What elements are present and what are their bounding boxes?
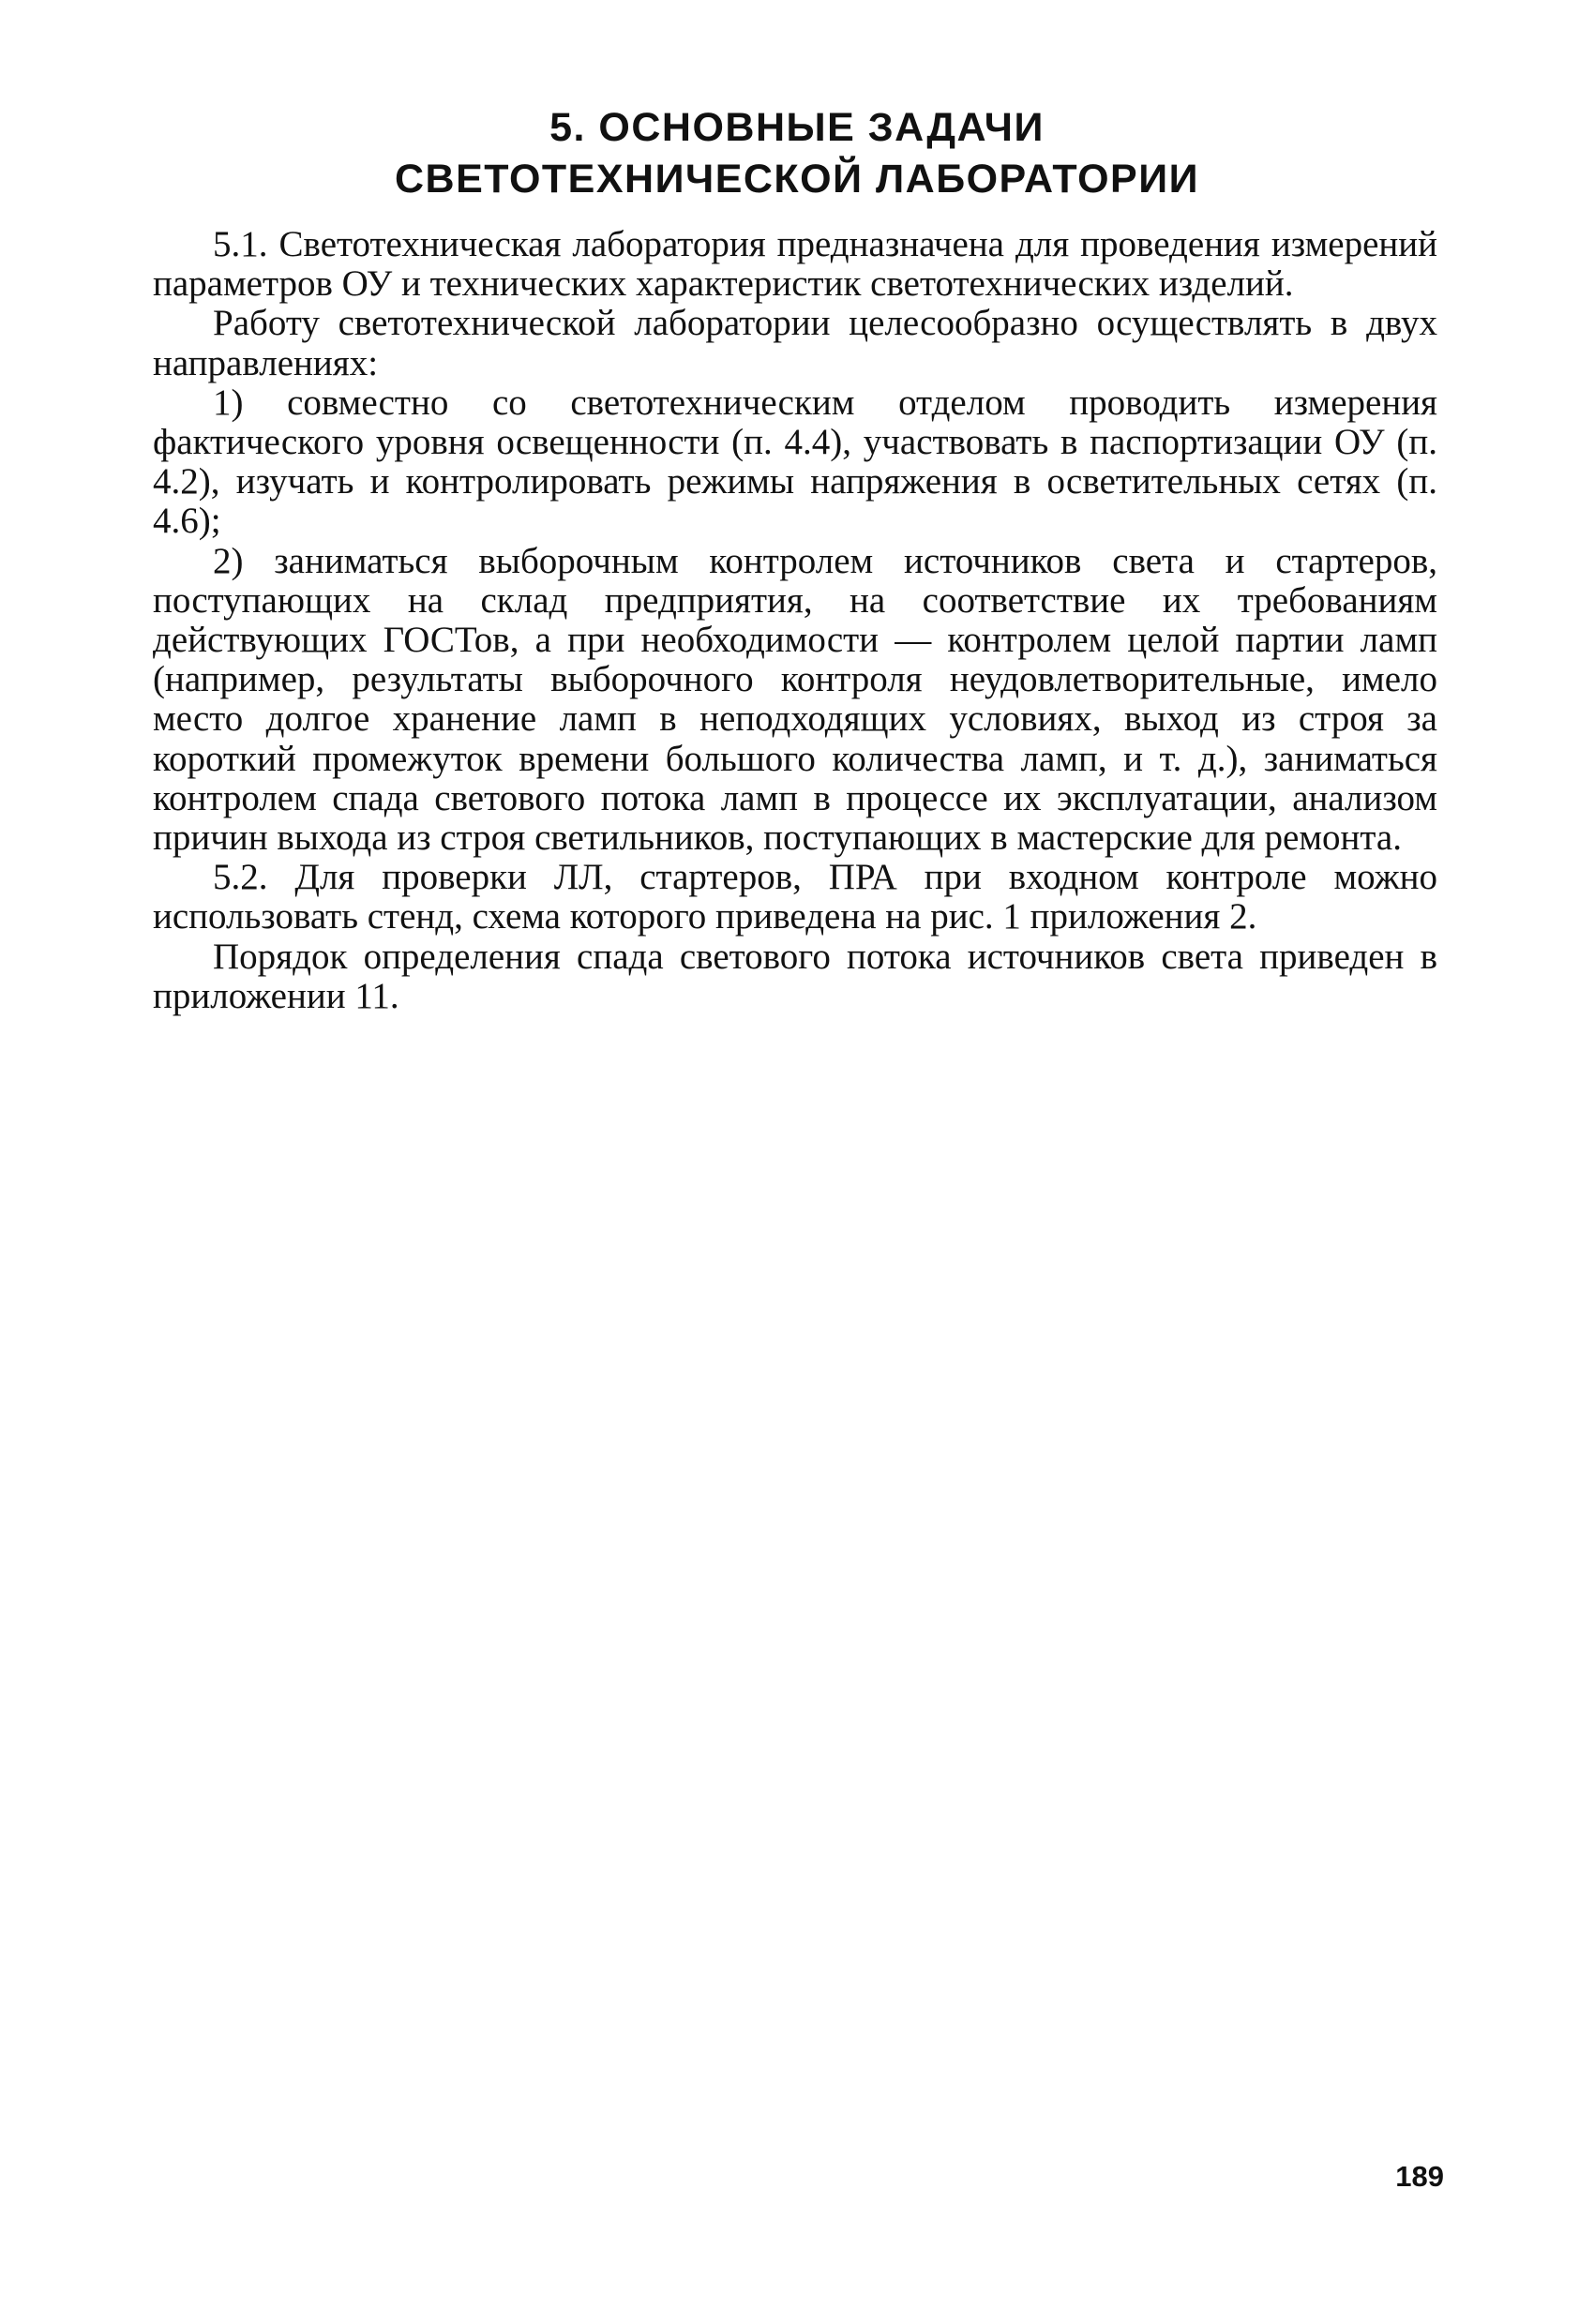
paragraph-5-1: 5.1. Светотехническая лаборатория предназначена для проведения измерений параметров ОУ и технических характеристик светотехнических изделий.: [153, 224, 1437, 305]
paragraph-direction-2: 2) заниматься выборочным контролем источников света и стартеров, поступающих на склад предприятия, на соответствие их требованиям действующих ГОСТов, а при необходимости — контролем целой партии ламп (например, результаты выборочного контроля неудовлетворительные, имело место долгое хранение ламп в неподходящих условиях, выход из строя за короткий промежуток времени большого количества ламп, и т. д.), заниматься контролем спада светового потока ламп в процессе их эксплуатации, анализом причин выхода из строя светильников, поступающих в мастерские для ремонта.: [153, 540, 1437, 859]
paragraph-direction-1: 1) совместно со светотехническим отделом проводить измерения фактического уровня освещенности (п. 4.4), участвовать в паспортизации ОУ (п. 4.2), изучать и контролировать режимы напряжения в осветительных сетях (п. 4.6);: [153, 382, 1437, 542]
page-number: 189: [1395, 2160, 1444, 2193]
paragraph-directions-intro: Работу светотехнической лаборатории целесообразно осуществлять в двух направлениях:: [153, 303, 1437, 383]
paragraph-flux-decline-procedure: Порядок определения спада светового потока источников света приведен в приложении 11.: [153, 936, 1437, 1016]
body-text: [153, 225, 1437, 1016]
section-heading-line-1: 5. ОСНОВНЫЕ ЗАДАЧИ: [549, 105, 1045, 150]
section-heading-line-2: СВЕТОТЕХНИЧЕСКОЙ ЛАБОРАТОРИИ: [394, 157, 1200, 202]
paragraph-5-2: 5.2. Для проверки ЛЛ, стартеров, ПРА при входном контроле можно использовать стенд, схема которого приведена на рис. 1 приложения 2.: [153, 857, 1437, 937]
